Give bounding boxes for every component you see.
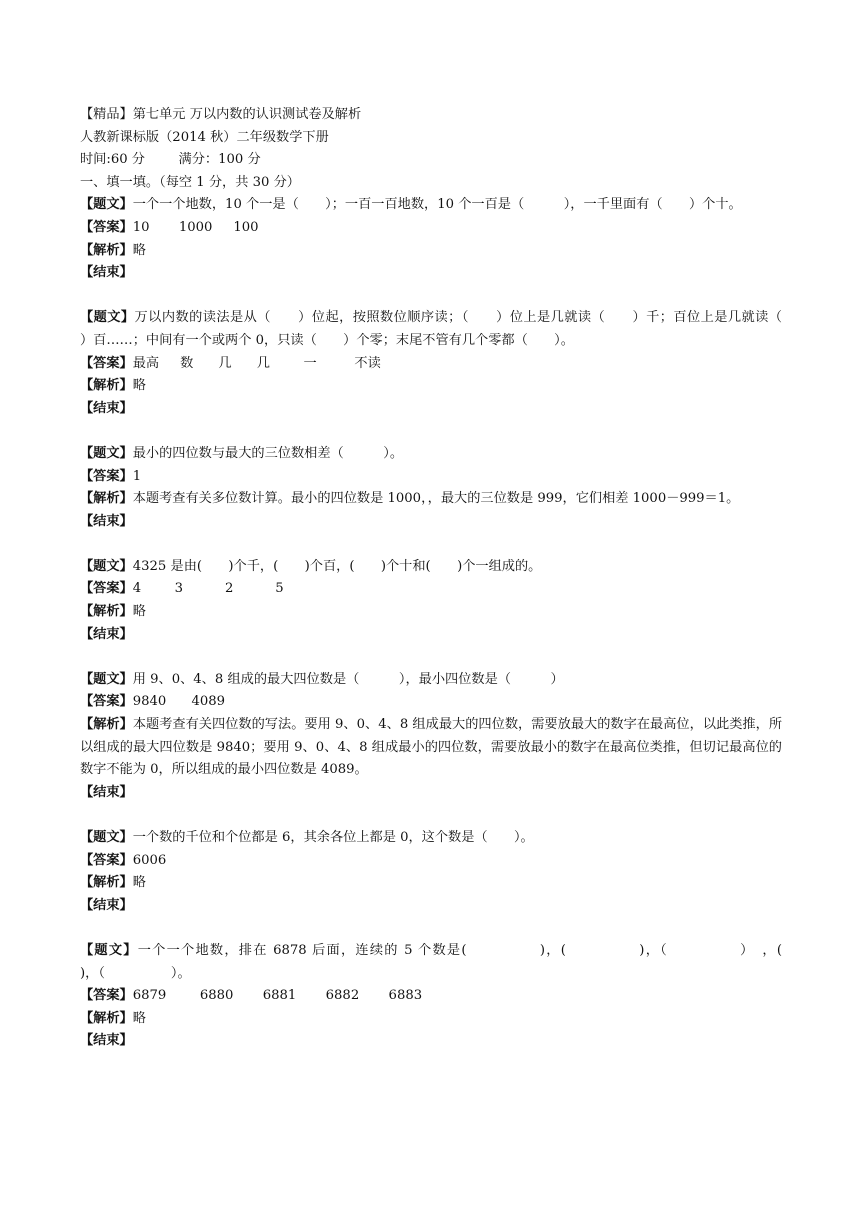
question-block-5	[80, 669, 782, 805]
end-label: 【结束】	[80, 897, 133, 913]
end-line	[80, 1030, 782, 1053]
spacer	[80, 804, 782, 827]
spacer	[80, 533, 782, 556]
answer-line	[80, 217, 782, 240]
spacer	[80, 646, 782, 669]
question-body: 一个一个地数，10 个一是（ ）；一百一百地数，10 个一百是（ ），一千里面有（ ）个十。	[132, 197, 742, 213]
question-label: 【题文】	[80, 197, 133, 213]
end-label: 【结束】	[80, 1033, 133, 1049]
answer-label: 【答案】	[80, 355, 133, 371]
answer-body: 4 3 2 5	[132, 581, 284, 597]
answer-label: 【答案】	[80, 988, 133, 1004]
end-label: 【结束】	[80, 784, 133, 800]
answer-label: 【答案】	[80, 694, 133, 710]
question-block-1	[80, 194, 782, 284]
question-body: 最小的四位数与最大的三位数相差（ ）。	[132, 445, 404, 461]
spacer	[80, 917, 782, 940]
question-body: 一个一个地数，排在 6878 后面，连续的 5 个数是( )，( )，（ ） ，( )，（ ）。	[80, 942, 848, 981]
answer-body: 10 1000 100	[132, 219, 259, 235]
end-label: 【结束】	[80, 400, 133, 416]
analysis-line	[80, 240, 782, 263]
document-page	[80, 104, 848, 1053]
end-label: 【结束】	[80, 265, 133, 281]
end-label: 【结束】	[80, 513, 133, 529]
question-text	[80, 556, 782, 579]
question-text	[80, 669, 782, 692]
question-label: 【题文】	[80, 942, 138, 958]
analysis-label: 【解析】	[80, 1010, 133, 1026]
analysis-line	[80, 488, 782, 511]
end-line	[80, 511, 782, 534]
end-line	[80, 895, 782, 918]
answer-body: 1	[132, 468, 142, 484]
analysis-line	[80, 375, 782, 398]
question-block-6	[80, 827, 782, 917]
answer-line	[80, 850, 782, 873]
answer-body: 6006	[132, 852, 167, 868]
analysis-body: 略	[132, 875, 146, 891]
answer-line	[80, 466, 782, 489]
question-text	[80, 827, 782, 850]
question-block-3	[80, 443, 782, 533]
question-text	[80, 443, 782, 466]
analysis-body: 略	[132, 378, 146, 394]
question-label: 【题文】	[80, 310, 135, 326]
question-text	[80, 307, 809, 352]
time-and-score: 时间:60 分 满分：100 分	[80, 152, 261, 168]
end-line	[80, 262, 782, 285]
end-line	[80, 398, 782, 421]
question-body: 4325 是由( )个千，( )个百，( )个十和( )个一组成的。	[132, 558, 542, 574]
answer-body: 6879 6880 6881 6882 6883	[132, 988, 423, 1004]
analysis-line	[80, 1008, 782, 1031]
question-text	[80, 940, 848, 985]
analysis-label: 【解析】	[80, 717, 133, 733]
question-body: 用 9、0、4、8 组成的最大四位数是（ ），最小四位数是（ ）	[132, 671, 564, 687]
answer-line	[80, 985, 782, 1008]
question-label: 【题文】	[80, 671, 133, 687]
answer-body: 9840 4089	[132, 694, 226, 710]
spacer	[80, 285, 782, 308]
question-label: 【题文】	[80, 558, 133, 574]
answer-label: 【答案】	[80, 219, 133, 235]
question-body: 一个数的千位和个位都是 6，其余各位上都是 0，这个数是（ ）。	[132, 830, 534, 845]
question-block-4	[80, 556, 782, 646]
question-text	[80, 194, 782, 217]
end-label: 【结束】	[80, 626, 133, 642]
analysis-body: 本题考查有关多位数计算。最小的四位数是 1000，，最大的三位数是 999，它们相差 1000－999＝1。	[132, 491, 740, 507]
analysis-body: 略	[132, 242, 146, 258]
answer-body: 最高 数 几 几 一 不读	[132, 355, 381, 371]
spacer	[80, 420, 782, 443]
question-body: 万以内数的读法是从（ ）位起，按照数位顺序读；（ ）位上是几就读（ ）千；百位上是几就读（ ）百……；中间有一个或两个 0，只读（ ）个零；末尾不管有几个零都（ ）。	[80, 310, 809, 348]
question-label: 【题文】	[80, 445, 133, 461]
analysis-body: 略	[132, 604, 146, 620]
end-line	[80, 782, 782, 805]
answer-line	[80, 691, 782, 714]
document-edition: 人教新课标版（2014 秋）二年级数学下册	[80, 129, 329, 145]
analysis-label: 【解析】	[80, 242, 133, 258]
analysis-body: 略	[132, 1010, 146, 1026]
end-line	[80, 624, 782, 647]
answer-label: 【答案】	[80, 852, 133, 868]
question-block-7	[80, 940, 848, 1053]
document-title: 【精品】第七单元 万以内数的认识测试卷及解析	[80, 107, 362, 122]
answer-label: 【答案】	[80, 468, 133, 484]
answer-label: 【答案】	[80, 581, 133, 597]
question-block-2	[80, 307, 809, 420]
analysis-body: 本题考查有关四位数的写法。要用 9、0、4、8 组成最大的四位数，需要放最大的数字在最高位，以此类推，所以组成的最大四位数是 9840；要用 9、0、4、8 组成最小的四位数，需要放最小的数字在最高位类推，但切记最高位的数字不能为 0，所以组成的最小四位数是 4089。	[80, 717, 783, 778]
answer-line	[80, 578, 782, 601]
section-heading: 一、填一填。（每空 1 分，共 30 分）	[80, 174, 300, 190]
answer-line	[80, 353, 782, 376]
question-label: 【题文】	[80, 830, 133, 845]
analysis-label: 【解析】	[80, 378, 133, 394]
analysis-label: 【解析】	[80, 491, 133, 507]
analysis-line	[80, 714, 782, 782]
analysis-line	[80, 872, 782, 895]
analysis-line	[80, 601, 782, 624]
analysis-label: 【解析】	[80, 604, 133, 620]
analysis-label: 【解析】	[80, 875, 133, 891]
